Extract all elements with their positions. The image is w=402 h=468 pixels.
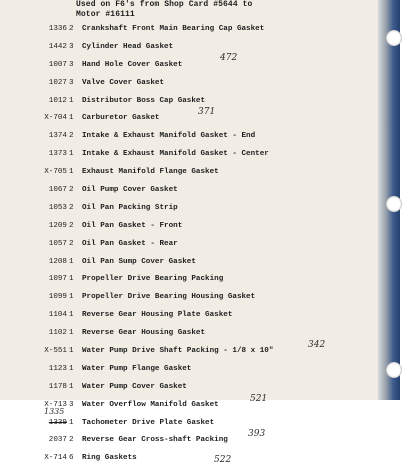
part-description: Crankshaft Front Main Bearing Cap Gasket [82,25,265,33]
part-number: 1027 [48,78,67,87]
part-description: Tachometer Drive Plate Gasket [82,418,215,427]
punch-hole [386,362,402,378]
part-number: 1336 [48,25,67,33]
part-number: 1442 [48,42,67,51]
part-description: Distributor Boss Cap Gasket [82,96,206,105]
part-description: Oil Pan Sump Cover Gasket [82,257,196,266]
quantity: 1 [69,311,74,320]
quantity: 1 [69,329,74,338]
part-number: X-714 [44,454,67,463]
part-description: Intake & Exhaust Manifold Gasket - Center [82,150,269,159]
list-item [0,107,378,128]
list-item [0,271,378,289]
part-number: 1178 [48,382,67,391]
part-description: Intake & Exhaust Manifold Gasket - End [82,132,256,141]
part-number: 1057 [48,239,67,248]
part-number: X-551 [44,347,67,356]
header-line-1: Used on F6's from Shop Card #5644 to [76,0,253,9]
part-number: 2037 [48,436,67,445]
list-item [0,307,378,325]
handwritten-note: 472 [220,52,238,63]
header-line-2: Motor #16111 [76,10,135,19]
quantity: 2 [69,186,74,195]
list-item [0,39,378,57]
list-item [0,75,378,93]
part-number: 1102 [48,329,67,338]
list-item [0,21,378,39]
list-item [0,406,378,433]
list-item [0,146,378,164]
part-description: Water Pump Flange Gasket [82,364,192,373]
part-description: Propeller Drive Bearing Housing Gasket [82,293,256,302]
part-description: Carburetor Gasket [82,114,160,123]
quantity: 2 [69,436,74,445]
list-item [0,450,378,468]
list-item [0,200,378,218]
list-item [0,93,378,111]
part-number: 1208 [48,257,67,266]
quantity: 1 [69,275,74,284]
list-item [0,182,378,200]
quantity: 3 [69,400,74,409]
document-header [76,0,252,20]
quantity: 1 [69,150,74,159]
list-item [0,429,378,450]
part-description: Propeller Drive Bearing Packing [82,275,224,284]
part-number: X-704 [44,114,67,123]
part-number: 1374 [48,132,67,141]
part-number: 1123 [48,364,67,373]
handwritten-part-number: 1335 [44,406,65,416]
quantity: 1 [69,382,74,391]
part-description: Reverse Gear Housing Gasket [82,329,206,338]
part-description: Reverse Gear Housing Plate Gasket [82,311,233,320]
quantity: 2 [69,221,74,230]
quantity: 2 [69,239,74,248]
quantity: 2 [69,132,74,141]
handwritten-note: 521 [250,393,268,404]
part-number: X-705 [44,168,67,177]
quantity: 3 [69,60,74,69]
punch-hole [386,196,402,212]
quantity: 1 [69,347,74,356]
parts-list [0,21,378,468]
part-description: Water Overflow Manifold Gasket [82,400,219,409]
list-item [0,52,378,75]
part-number: 1097 [48,275,67,284]
part-description: Ring Gaskets [82,454,137,463]
part-description: Hand Hole Cover Gasket [82,60,183,69]
list-item [0,164,378,182]
quantity: 2 [69,203,74,212]
part-number: 1007 [48,60,67,69]
quantity: 1 [69,257,74,266]
quantity: 1 [69,418,74,427]
part-description: Valve Cover Gasket [82,78,165,87]
quantity: 1 [69,114,74,123]
part-number: 1099 [48,293,67,302]
quantity: 2 [69,25,74,33]
part-description: Reverse Gear Cross-shaft Packing [82,436,228,445]
list-item [0,254,378,272]
quantity: 1 [69,293,74,302]
list-item [0,361,378,379]
binder-edge [378,0,400,400]
list-item [0,289,378,307]
quantity: 1 [69,168,74,177]
part-description: Exhaust Manifold Flange Gasket [82,168,219,177]
part-number: 1104 [48,311,67,320]
list-item [0,218,378,236]
handwritten-note: 522 [214,455,232,466]
part-number: 1012 [48,96,67,105]
quantity: 1 [69,96,74,105]
handwritten-note: 371 [198,107,216,118]
part-number: 1209 [48,221,67,230]
handwritten-note: 342 [308,340,326,351]
list-item [0,379,378,397]
part-number: 1339 [48,418,67,427]
part-description: Water Pump Drive Shaft Packing - 1/8 x 10" [82,347,274,356]
part-description: Oil Pan Gasket - Rear [82,239,178,248]
handwritten-note: 393 [248,429,266,440]
quantity: 3 [69,78,74,87]
part-description: Water Pump Cover Gasket [82,382,187,391]
quantity: 1 [69,364,74,373]
part-number: 1067 [48,186,67,195]
part-description: Oil Pan Packing Strip [82,203,178,212]
part-description: Oil Pump Cover Gasket [82,186,178,195]
part-description: Cylinder Head Gasket [82,42,174,51]
list-item [0,340,378,361]
part-number: X-713 [44,400,67,409]
part-number: 1373 [48,150,67,159]
list-item [0,128,378,146]
quantity: 3 [69,42,74,51]
part-description: Oil Pan Gasket - Front [82,221,183,230]
part-number: 1053 [48,203,67,212]
list-item [0,236,378,254]
punch-hole [386,30,402,46]
quantity: 6 [69,454,74,463]
